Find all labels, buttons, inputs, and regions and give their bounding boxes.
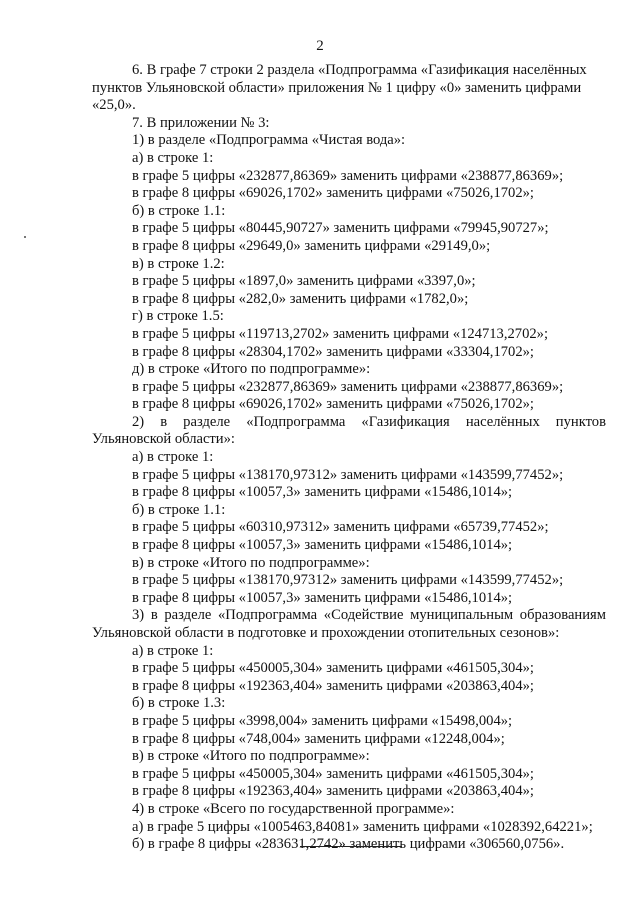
- section-4-title: 4) в строке «Всего по государственной программе»:: [132, 800, 455, 817]
- document-body: [92, 62, 606, 854]
- section-3-item-a-label: а) в строке 1:: [132, 642, 214, 659]
- paragraph-6-line-3: «25,0».: [92, 97, 136, 114]
- section-3-item-v-column-8: в графе 8 цифры «192363,404» заменить цифрами «203863,404»;: [132, 783, 534, 800]
- scan-speck: [24, 236, 26, 238]
- section-3-item-a-column-8: в графе 8 цифры «192363,404» заменить цифрами «203863,404»;: [132, 677, 534, 694]
- section-2-item-a-column-5: в графе 5 цифры «138170,97312» заменить цифрами «143599,77452»;: [132, 466, 564, 483]
- section-2-title-line-1: 2) в разделе «Подпрограмма «Газификация населённых пунктов: [132, 413, 606, 430]
- section-1-item-g-column-8: в графе 8 цифры «28304,1702» заменить цифрами «33304,1702»;: [132, 343, 534, 360]
- section-2-item-v-column-8: в графе 8 цифры «10057,3» заменить цифрами «15486,1014»;: [132, 589, 513, 606]
- section-1-item-v-label: в) в строке 1.2:: [132, 255, 225, 272]
- paragraph-6-line-1: 6. В графе 7 строки 2 раздела «Подпрограмма «Газификация населённых: [132, 62, 587, 78]
- section-3-item-b-column-8: в графе 8 цифры «748,004» заменить цифрами «12248,004»;: [132, 730, 505, 747]
- section-2-item-b-label: б) в строке 1.1:: [132, 501, 226, 518]
- section-3-item-v-label: в) в строке «Итого по подпрограмме»:: [132, 748, 370, 765]
- footer-divider: [300, 846, 402, 847]
- section-3-title-line-2: Ульяновской области в подготовке и прохождении отопительных сезонов»:: [92, 625, 560, 641]
- section-1-item-g-label: г) в строке 1.5:: [132, 308, 224, 325]
- section-1-item-v-column-5: в графе 5 цифры «1897,0» заменить цифрами «3397,0»;: [132, 273, 476, 290]
- section-2-item-a-label: а) в строке 1:: [132, 449, 214, 466]
- section-3-item-v-column-5: в графе 5 цифры «450005,304» заменить цифрами «461505,304»;: [132, 765, 534, 782]
- section-3-title-line-1: 3) в разделе «Подпрограмма «Содействие муниципальным образованиям: [132, 607, 606, 624]
- section-1-item-a-column-8: в графе 8 цифры «69026,1702» заменить цифрами «75026,1702»;: [132, 185, 534, 202]
- section-3-item-b-column-5: в графе 5 цифры «3998,004» заменить цифрами «15498,004»;: [132, 712, 513, 729]
- section-2-item-v-column-5: в графе 5 цифры «138170,97312» заменить цифрами «143599,77452»;: [132, 572, 564, 589]
- section-2-item-a-column-8: в графе 8 цифры «10057,3» заменить цифрами «15486,1014»;: [132, 484, 513, 501]
- section-4-item-b: б) в графе 8 цифры «283631,2742» заменить цифрами «306560,0756».: [132, 836, 565, 853]
- section-1-item-d-label: д) в строке «Итого по подпрограмме»:: [132, 361, 371, 378]
- paragraph-6-line-2: пунктов Ульяновской области» приложения № 1 цифру «0» заменить цифрами: [92, 79, 582, 96]
- section-1-item-b-column-5: в графе 5 цифры «80445,90727» заменить цифрами «79945,90727»;: [132, 220, 549, 237]
- section-2-item-b-column-5: в графе 5 цифры «60310,97312» заменить цифрами «65739,77452»;: [132, 519, 549, 536]
- section-2-item-v-label: в) в строке «Итого по подпрограмме»:: [132, 554, 370, 571]
- section-1-item-g-column-5: в графе 5 цифры «119713,2702» заменить цифрами «124713,2702»;: [132, 325, 549, 342]
- section-2-title-line-2: Ульяновской области»:: [92, 431, 235, 448]
- paragraph-7-heading: 7. В приложении № 3:: [132, 114, 270, 131]
- section-1-title: 1) в разделе «Подпрограмма «Чистая вода»:: [132, 132, 406, 149]
- section-1-item-b-label: б) в строке 1.1:: [132, 202, 226, 219]
- section-4-item-a: а) в графе 5 цифры «1005463,84081» заменить цифрами «1028392,64221»;: [132, 818, 593, 835]
- section-3-item-a-column-5: в графе 5 цифры «450005,304» заменить цифрами «461505,304»;: [132, 660, 534, 677]
- section-1-item-a-label: а) в строке 1:: [132, 149, 214, 166]
- section-1-item-d-column-5: в графе 5 цифры «232877,86369» заменить цифрами «238877,86369»;: [132, 378, 564, 395]
- section-1-item-d-column-8: в графе 8 цифры «69026,1702» заменить цифрами «75026,1702»;: [132, 396, 534, 413]
- page-number: 2: [316, 38, 324, 54]
- section-3-item-b-label: б) в строке 1.3:: [132, 695, 226, 712]
- section-1-item-a-column-5: в графе 5 цифры «232877,86369» заменить цифрами «238877,86369»;: [132, 167, 564, 184]
- section-2-item-b-column-8: в графе 8 цифры «10057,3» заменить цифрами «15486,1014»;: [132, 537, 513, 554]
- section-1-item-v-column-8: в графе 8 цифры «282,0» заменить цифрами «1782,0»;: [132, 290, 469, 307]
- section-1-item-b-column-8: в графе 8 цифры «29649,0» заменить цифрами «29149,0»;: [132, 237, 491, 254]
